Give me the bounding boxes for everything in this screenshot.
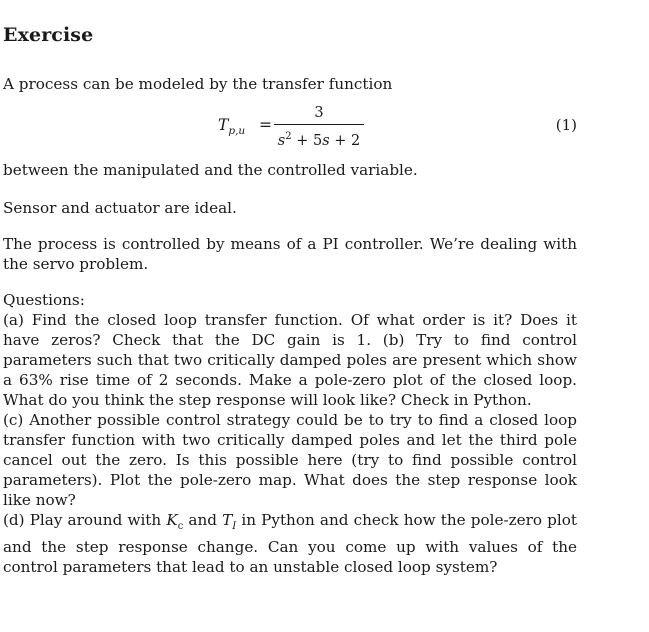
sensor-paragraph: Sensor and actuator are ideal. xyxy=(3,199,237,217)
question-d xyxy=(3,510,577,577)
fraction-numerator: 3 xyxy=(314,105,324,121)
ti-subscript: I xyxy=(232,521,237,533)
question-d-and: and xyxy=(183,511,223,529)
lhs-symbol: T xyxy=(218,116,229,134)
between-paragraph: between the manipulated and the controlled variable. xyxy=(3,161,418,179)
questions-block xyxy=(3,290,577,577)
equation-fraction xyxy=(274,104,364,150)
equation-lhs xyxy=(218,116,245,137)
den-exponent: 2 xyxy=(285,131,292,142)
kc-symbol: K xyxy=(166,511,178,529)
equation-number: (1) xyxy=(555,116,577,134)
ti-symbol: T xyxy=(222,511,233,529)
process-paragraph: The process is controlled by means of a PI controller. We’re dealing with the servo problem. xyxy=(3,235,577,273)
equation-equals: = xyxy=(259,116,272,134)
exercise-heading: Exercise xyxy=(3,24,94,46)
transfer-function-equation xyxy=(3,104,577,152)
question-d-prefix: (d) Play around with xyxy=(3,511,167,529)
intro-paragraph: A process can be modeled by the transfer function xyxy=(3,75,393,93)
den-rest-s: s xyxy=(322,132,330,149)
question-d-suffix: in Python and check how the pole-zero plot and the step response change. Can you come up with values of the control parameters that lead to an unstable closed loop system? xyxy=(3,511,577,577)
den-rest-2: + 2 xyxy=(329,132,361,149)
den-s: s xyxy=(277,132,286,149)
fraction-bar xyxy=(274,124,364,125)
questions-heading: Questions: xyxy=(3,291,85,309)
fraction-denominator xyxy=(274,128,364,150)
lhs-subscript: p,u xyxy=(228,125,246,138)
question-a-b: (a) Find the closed loop transfer function. Of what order is it? Does it have zeros? Check that the DC gain is 1. (b) Try to find control parameters such that two critically damped poles are present which show a 63% rise time of 2 seconds. Make a pole-zero plot of the closed loop. What do you think the step response will look like? Check in Python. xyxy=(3,311,577,409)
question-c: (c) Another possible control strategy could be to try to find a closed loop transfer function with two critically damped poles and let the third pole cancel out the zero. Is this possible here (try to find possible control parameters). Plot the pole-zero map. What does the step response look like now? xyxy=(3,411,577,509)
den-rest-1: + 5 xyxy=(291,132,323,149)
kc-subscript: c xyxy=(177,521,184,533)
